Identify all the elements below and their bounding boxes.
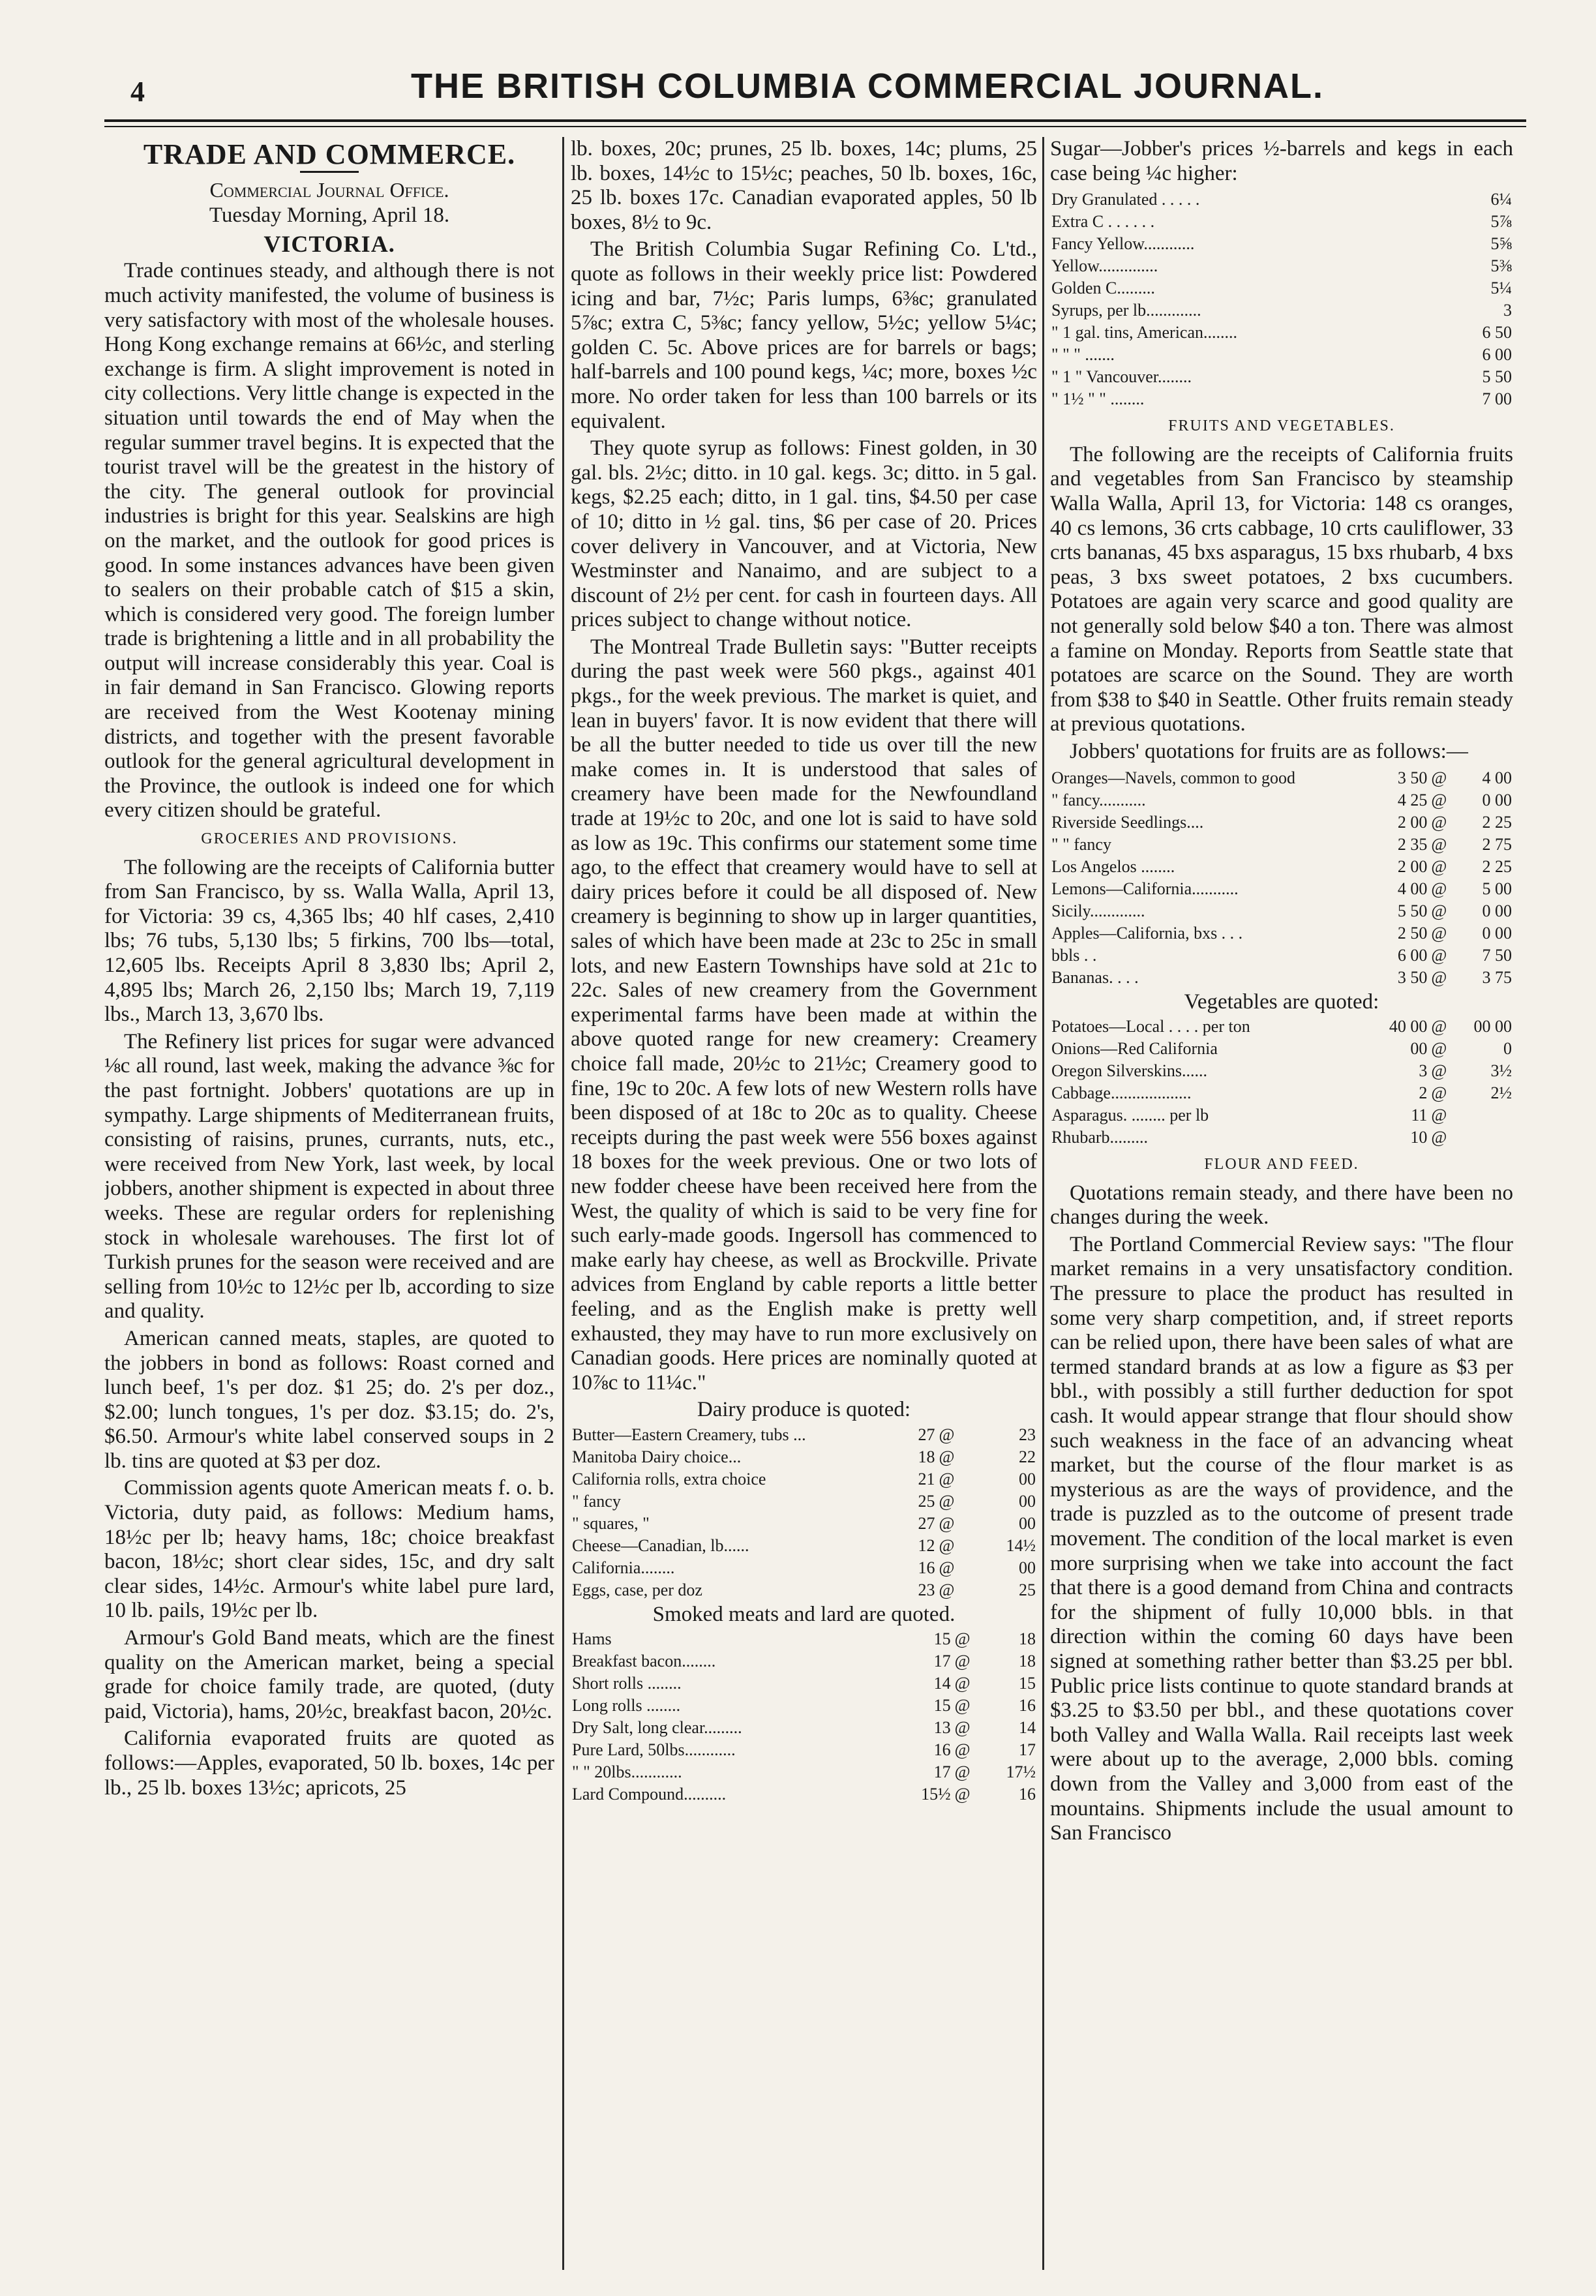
row-high-price: 23 (1019, 1425, 1036, 1444)
butter-bulletin-paragraph: The Montreal Trade Bulletin says: "Butter receipts during the past week were 560 pkgs., against 401 pkgs., for the week previous. The market is quiet, and lean in buyers' favor. It is now evident that there will be all the butter needed to tide us over till the new make comes in. It is understood that sales of creamery have been made for the Newfoundland trade at 19½c to 20c, and one lot is said to have sold as low as 19c. This confirms our statement some time ago, to the effect that creamery would have to sell at dairy prices before it could be all disposed of. New creamery is beginning to show up in larger quantities, sales of which have been made at 23c to 25c in small lots, and new Eastern Townships have sold at 21c to 22c. Sales of new creamery from the Government experimental farms have been made at within the above quoted range for new creamery: Creamery choice fall made, 20½c to 21½c; Creamery good to fine, 19c to 20c. A few lots of new Western rolls have been disposed of at 18c to 20c as to quality. Cheese receipts during the past week were 556 boxes against 18 boxes for the week previous. One or two lots of new fodder cheese have been received here from the West, the quality of which is said to be very fine for such early-made goods. Ingersoll has commenced to make early hay cheese, as well as Brockville. Private advices from England by cable reports a little better feeling, and as the English make is pretty well exhausted, they may have to run more exclusively on Canadian goods. Here prices are nominally quoted at 10⅞c to 11¼c." (571, 635, 1037, 1395)
table-row (1050, 366, 1513, 388)
row-low-price: 25 (918, 1491, 935, 1511)
row-high-price: 3 75 (1482, 967, 1512, 987)
at-sign: @ (939, 1580, 955, 1599)
row-label: Butter—Eastern Creamery, tubs ... (572, 1425, 806, 1444)
row-label: California rolls, extra choice (572, 1469, 766, 1488)
at-sign: @ (1431, 879, 1447, 898)
at-sign: @ (1431, 1039, 1447, 1059)
table-row (571, 1446, 1037, 1468)
groceries-paragraph: The Refinery list prices for sugar were advanced ⅛c all round, last week, making the advance ⅜c for the past fortnight. Jobbers' quotations are up in sympathy. Large shipments of Mediterranean fruits, consisting of raisins, prunes, currants, nuts, etc., were received from New York, last week, by local jobbers, another shipment is expected in about three weeks. These are regular orders for replenishing stock in wholesale warehouses. The first lot of Turkish prunes for the season were received and are selling from 10½c to 12½c per lb, according to size and quality. (104, 1029, 554, 1323)
column-3 (1050, 137, 1513, 2270)
row-high-price: 3½ (1490, 1061, 1512, 1081)
row-low-price: 3 (1419, 1061, 1428, 1081)
row-label: " " 20lbs............ (572, 1762, 682, 1782)
row-high-price: 17 (1019, 1740, 1036, 1760)
row-label: Onions—Red California (1051, 1039, 1218, 1059)
row-high-price: 00 (1019, 1558, 1036, 1577)
row-high-price: 14½ (1006, 1535, 1036, 1555)
table-row (571, 1672, 1037, 1695)
row-label: California........ (572, 1558, 675, 1577)
row-high-price: 00 00 (1473, 1017, 1512, 1036)
table-row (571, 1513, 1037, 1535)
row-high-price: 18 (1019, 1629, 1036, 1649)
at-sign: @ (1431, 923, 1447, 943)
table-row (1050, 922, 1513, 944)
at-sign: @ (939, 1535, 955, 1555)
table-row (571, 1490, 1037, 1513)
row-low-price: 15 (933, 1696, 951, 1715)
table-row (1050, 878, 1513, 900)
row-high-price (1449, 1104, 1513, 1126)
row-low-price: 40 00 (1389, 1017, 1428, 1036)
row-high-price: 25 (1019, 1580, 1036, 1599)
row-price: 6 50 (1482, 323, 1512, 342)
row-high-price: 00 (1019, 1469, 1036, 1488)
row-label: Fancy Yellow............ (1051, 234, 1195, 254)
row-high-price: 00 (1019, 1491, 1036, 1511)
table-row (571, 1535, 1037, 1557)
row-label: Dry Salt, long clear......... (572, 1718, 742, 1738)
row-label: Dry Granulated . . . . . (1051, 190, 1200, 209)
table-row (1050, 789, 1513, 811)
flour-heading: FLOUR AND FEED. (1204, 1156, 1359, 1173)
row-label: " fancy (572, 1491, 621, 1511)
at-sign: @ (939, 1425, 955, 1444)
table-row (571, 1717, 1037, 1739)
table-row (1050, 944, 1513, 967)
fruits-heading: FRUITS AND VEGETABLES. (1168, 417, 1395, 435)
at-sign: @ (939, 1513, 955, 1533)
at-sign: @ (939, 1447, 955, 1466)
at-sign: @ (954, 1740, 971, 1760)
at-sign: @ (1431, 790, 1447, 809)
at-sign: @ (1431, 834, 1447, 854)
table-row (571, 1650, 1037, 1672)
table-row (1050, 1060, 1513, 1082)
at-sign: @ (1431, 812, 1447, 832)
row-label: Cheese—Canadian, lb...... (572, 1535, 749, 1555)
at-sign: @ (954, 1762, 971, 1782)
row-label: " " " ....... (1051, 345, 1115, 365)
row-label: Riverside Seedlings.... (1051, 812, 1204, 832)
row-label: bbls . . (1051, 945, 1097, 965)
row-label: Breakfast bacon........ (572, 1652, 716, 1671)
at-sign: @ (1431, 1106, 1447, 1125)
row-low-price: 11 (1411, 1106, 1428, 1125)
table-row (1050, 322, 1513, 344)
table-row (1050, 1038, 1513, 1060)
row-low-price: 17 (933, 1652, 951, 1671)
row-low-price: 23 (918, 1580, 935, 1599)
fruits-caption: Jobbers' quotations for fruits are as follows:— (1070, 739, 1468, 763)
column-rule (562, 137, 564, 2270)
row-label: " fancy........... (1051, 790, 1146, 809)
row-label: Cabbage................... (1051, 1083, 1192, 1103)
at-sign: @ (939, 1491, 955, 1511)
row-high-price: 22 (1019, 1447, 1036, 1466)
sugar-table (1050, 189, 1513, 410)
row-high-price: 18 (1019, 1652, 1036, 1671)
smoked-caption: Smoked meats and lard are quoted. (652, 1602, 956, 1626)
header-rule-thin (104, 126, 1526, 127)
groceries-heading: GROCERIES AND PROVISIONS. (201, 830, 458, 848)
groceries-paragraph: California evaporated fruits are quoted as follows:—Apples, evaporated, 50 lb. boxes, 14c per lb., 25 lb. boxes 13½c; apricots, 25 (104, 1727, 554, 1800)
groceries-paragraph: Commission agents quote American meats f. o. b. Victoria, duty paid, as follows: Medium hams, 18½c per lb; heavy hams, 18c; choice breakfast bacon, 18½c; short clear sides, 15c, and dry salt clear sides, 14½c. Armour's white label pure lard, 10 lb. pails, 19½c per lb. (104, 1476, 554, 1623)
row-label: Lemons—California........... (1051, 879, 1239, 898)
row-label: " 1½ " " ........ (1051, 389, 1145, 409)
row-low-price: 16 (933, 1740, 951, 1760)
table-row (1050, 811, 1513, 834)
office-line: Commercial Journal Office. (209, 177, 449, 202)
row-low-price: 3 50 (1397, 967, 1428, 987)
table-row (571, 1695, 1037, 1717)
table-row (1050, 900, 1513, 922)
table-row (1050, 388, 1513, 410)
row-low-price: 4 00 (1397, 879, 1428, 898)
row-low-price: 21 (918, 1469, 935, 1488)
table-row (1050, 255, 1513, 277)
flour-paragraph: The Portland Commercial Review says: "The flour market remains in a very unsatisfactory condition. The pressure to place the product has resulted in some very sharp competition, and, if street reports can be relied upon, there have been sales of what are termed standard brands at as low a figure as $3 per bbl., with possibly a still further deduction for spot cash. It would appear strange that flour should show such weakness in the face of an advancing wheat market, but the course of the flour market is as mysterious as are the ways of providence, and the trade is puzzled as to the outcome of present trade movement. The condition of the local market is even more surprising when we take into account the fact that there is a good demand from China and contracts for the shipment of fully 10,000 bbls. in that direction within the coming 60 days have been signed at something rather better than $3.25 per bbl. Public price lists continue to quote standard brands at $3.25 to $3.50 per bbl., and these quotations cover both Valley and Walla Walla. Rail receipts last week were about up to the average, 2,000 bbls. coming down from the Valley and 3,000 from east of the mountains. Shipments include the usual amount to San Francisco (1050, 1232, 1513, 1845)
row-label: Syrups, per lb............. (1051, 301, 1201, 320)
row-label: " squares, " (572, 1513, 650, 1533)
row-high-price: 5 00 (1482, 879, 1512, 898)
row-label: Short rolls ........ (572, 1674, 682, 1693)
row-label: Los Angelos ........ (1051, 856, 1175, 876)
at-sign: @ (954, 1696, 971, 1715)
row-low-price: 18 (918, 1447, 935, 1466)
row-price: 5⅞ (1490, 212, 1512, 232)
victoria-paragraph: Trade continues steady, and although there is not much activity manifested, the volume of business is very satisfactory with most of the wholesale houses. Hong Kong exchange remains at 66½c, and sterling exchange is firm. A slight improvement is noted in city collections. Very little change is expected in the situation until towards the end of May when the regular summer travel begins. It is expected that the tourist travel will be the greatest in the history of the city. The general outlook for provincial industries is bright for this year. Sealskins are high on the market, and the outlook for good prices is good. In some instances advances have been given to sealers on their probable catch of $15 a skin, which is considered very good. The foreign lumber trade is brightening a little and in all probability the output will increase considerably this year. Coal is in fair demand in San Francisco. Glowing reports are received from the West Kootenay mining districts, and together with the present favorable outlook for the general agricultural development in the Province, the outlook is indeed one for which every citizen should be grateful. (104, 259, 554, 823)
row-price: 6 00 (1482, 345, 1512, 365)
at-sign: @ (954, 1785, 971, 1804)
row-high-price: 0 (1503, 1039, 1512, 1059)
row-label: Oranges—Navels, common to good (1051, 768, 1296, 787)
table-row (571, 1761, 1037, 1783)
row-high-price: 4 00 (1482, 768, 1512, 787)
table-row (1050, 1082, 1513, 1104)
row-label: Manitoba Dairy choice... (572, 1447, 742, 1466)
row-label: " 1 " Vancouver........ (1051, 367, 1192, 387)
row-high-price: 16 (1019, 1696, 1036, 1715)
row-label: Golden C......... (1051, 279, 1155, 298)
at-sign: @ (1431, 1128, 1447, 1147)
row-high-price: 15 (1019, 1674, 1036, 1693)
row-high-price: 17½ (1006, 1762, 1036, 1782)
row-low-price: 17 (933, 1762, 951, 1782)
journal-title: THE BRITISH COLUMBIA COMMERCIAL JOURNAL. (411, 67, 1324, 106)
at-sign: @ (1431, 768, 1447, 787)
row-low-price: 10 (1410, 1128, 1428, 1147)
row-price: 5⅜ (1490, 256, 1512, 276)
table-row (1050, 233, 1513, 255)
table-row (571, 1557, 1037, 1579)
table-row (1050, 967, 1513, 989)
row-price: 6¼ (1490, 190, 1512, 209)
row-low-price: 2 00 (1397, 812, 1428, 832)
table-row (571, 1579, 1037, 1601)
row-low-price: 13 (933, 1718, 951, 1738)
row-label: Bananas. . . . (1051, 967, 1139, 987)
row-label: " 1 gal. tins, American........ (1051, 323, 1238, 342)
table-row (1050, 211, 1513, 233)
header-rule (104, 119, 1526, 122)
smoked-table (571, 1628, 1037, 1805)
row-high-price: 2 25 (1482, 812, 1512, 832)
row-label: Yellow.............. (1051, 256, 1158, 276)
column-2 (571, 137, 1037, 2270)
groceries-paragraph: The following are the receipts of California butter from San Francisco, by ss. Walla Walla, April 13, for Victoria: 39 cs, 4,365 lbs; 40 hlf cases, 2,410 lbs; 76 tubs, 5,130 lbs; 5 firkins, 700 lbs—total, 12,605 lbs. Receipts April 8 3,830 lbs; April 2, 4,895 lbs; March 26, 2,150 lbs; March 19, 7,119 lbs., March 13, 3,670 lbs. (104, 855, 554, 1027)
row-high-price: 0 00 (1482, 923, 1512, 943)
trade-commerce-heading: TRADE AND COMMERCE. (143, 138, 516, 170)
row-low-price: 14 (933, 1674, 951, 1693)
table-row (571, 1783, 1037, 1805)
row-price: 5 50 (1482, 367, 1512, 387)
at-sign: @ (1431, 1017, 1447, 1036)
row-high-price: 0 00 (1482, 901, 1512, 920)
row-low-price: 5 50 (1397, 901, 1428, 920)
row-high-price: 2 75 (1482, 834, 1512, 854)
row-low-price: 6 00 (1397, 945, 1428, 965)
row-low-price: 2 35 (1397, 834, 1428, 854)
at-sign: @ (1431, 901, 1447, 920)
at-sign: @ (954, 1629, 971, 1649)
row-low-price: 2 50 (1397, 923, 1428, 943)
at-sign: @ (954, 1652, 971, 1671)
column-1 (104, 137, 554, 2270)
row-high-price: 2 25 (1482, 856, 1512, 876)
victoria-heading: VICTORIA. (263, 230, 395, 257)
at-sign: @ (954, 1718, 971, 1738)
row-label: Apples—California, bxs . . . (1051, 923, 1243, 943)
veg-table (1050, 1016, 1513, 1149)
at-sign: @ (1431, 1061, 1447, 1081)
row-low-price: 15½ (921, 1785, 951, 1804)
heading-rule (300, 171, 359, 173)
row-label: Extra C . . . . . . (1051, 212, 1155, 232)
dateline: Tuesday Morning, April 18. (209, 204, 450, 228)
at-sign: @ (939, 1469, 955, 1488)
row-high-price: 16 (1019, 1785, 1036, 1804)
row-label: Long rolls ........ (572, 1696, 681, 1715)
sugar-refining-paragraph: The British Columbia Sugar Refining Co. L'td., quote as follows in their weekly price list: Powdered icing and bar, 7½c; Paris lumps, 6⅜c; granulated 5⅞c; extra C, 5⅜c; fancy yellow, 5½c; yellow 5¼c; golden C. 5c. Above prices are for barrels or bags; half-barrels and 100 pound kegs, ¼c; more, boxes ½c more. No order taken for less than 100 barrels or its equivalent. (571, 237, 1037, 433)
row-low-price: 3 50 (1397, 768, 1428, 787)
row-low-price: 4 25 (1397, 790, 1428, 809)
at-sign: @ (1431, 967, 1447, 987)
row-low-price: 27 (918, 1513, 935, 1533)
row-high-price: 7 50 (1482, 945, 1512, 965)
groceries-paragraph: American canned meats, staples, are quoted to the jobbers in bond as follows: Roast corned and lunch beef, 1's per doz. $1 25; do. 2's per doz., $2.00; lunch tongues, 1's per doz. $3.15; do. 2's, $6.50. Armour's white label conserved soups in 2 lb. tins are quoted at $3 per doz. (104, 1326, 554, 1473)
row-label: Hams (572, 1629, 612, 1649)
at-sign: @ (1431, 1083, 1447, 1103)
at-sign: @ (1431, 945, 1447, 965)
row-low-price: 16 (918, 1558, 935, 1577)
table-row (1050, 767, 1513, 789)
at-sign: @ (939, 1558, 955, 1577)
table-row (1050, 1016, 1513, 1038)
row-label: " " fancy (1051, 834, 1111, 854)
dairy-caption: Dairy produce is quoted: (697, 1398, 911, 1422)
table-row (571, 1739, 1037, 1761)
row-low-price: 2 00 (1397, 856, 1428, 876)
row-label: Rhubarb......... (1051, 1128, 1149, 1147)
row-price: 5⅝ (1490, 234, 1512, 254)
row-high-price: 0 00 (1482, 790, 1512, 809)
table-row (1050, 299, 1513, 322)
column-rule (1042, 137, 1044, 2270)
row-label: Eggs, case, per doz (572, 1580, 702, 1599)
table-row (1050, 834, 1513, 856)
dairy-table (571, 1424, 1037, 1601)
row-label: Lard Compound.......... (572, 1785, 727, 1804)
table-row (571, 1424, 1037, 1446)
groceries-paragraph: Armour's Gold Band meats, which are the finest quality on the American market, being a special grade for choice family trade, are quoted, (duty paid, Victoria), hams, 20½c, breakfast bacon, 20½c. (104, 1626, 554, 1723)
row-high-price: 14 (1019, 1718, 1036, 1738)
table-row (1050, 856, 1513, 878)
page-number: 4 (130, 76, 145, 108)
table-row (571, 1468, 1037, 1490)
table-row (1050, 277, 1513, 299)
row-high-price: 00 (1019, 1513, 1036, 1533)
at-sign: @ (1431, 856, 1447, 876)
row-label: Oregon Silverskins...... (1051, 1061, 1208, 1081)
fruit-table (1050, 767, 1513, 989)
row-high-price: 2½ (1490, 1083, 1512, 1103)
table-row (1050, 1126, 1513, 1149)
row-price: 3 (1503, 301, 1512, 320)
row-low-price: 15 (933, 1629, 951, 1649)
page-header (104, 62, 1526, 114)
table-row (1050, 344, 1513, 366)
row-label: Asparagus. ........ per lb (1051, 1106, 1209, 1125)
fruits-paragraph: The following are the receipts of California fruits and vegetables from San Francisco by steamship Walla Walla, April 13, for Victoria: 148 cs oranges, 40 cs lemons, 36 crts cabbage, 10 crts cauliflower, 33 crts bananas, 45 bxs asparagus, 15 bxs rhubarb, 4 bxs peas, 3 bxs sweet potatoes, 2 bxs cucumbers. Potatoes are again very scarce and good quality are not generally sold below $40 a ton. There was almost a famine on Monday. Reports from Seattle state that potatoes are scarce on the Sound. They are worth from $38 to $40 in Seattle. Other fruits remain steady at previous quotations. (1050, 442, 1513, 736)
veg-caption: Vegetables are quoted: (1184, 989, 1379, 1014)
sugar-caption: Sugar—Jobber's prices ½-barrels and kegs in each case being ¼c higher: (1050, 137, 1513, 185)
row-low-price: 12 (918, 1535, 935, 1555)
row-label: Pure Lard, 50lbs............ (572, 1740, 736, 1760)
row-price: 5¼ (1490, 279, 1512, 298)
row-price: 7 00 (1482, 389, 1512, 409)
row-low-price: 00 (1410, 1039, 1428, 1059)
syrup-paragraph: They quote syrup as follows: Finest golden, in 30 gal. bls. 2½c; ditto. in 10 gal. kegs. 3c; ditto. in 5 gal. kegs, $2.25 each; ditto, in 1 gal. tins, $4.50 per case of 10; ditto in ½ gal. tins, $6 per case of 20. Prices cover delivery in Vancouver, and at Victoria, New Westminster and Nanaimo, and are subject to a discount of 2½ per cent. for cash in fourteen days. All prices subject to change without notice. (571, 436, 1037, 632)
at-sign: @ (954, 1674, 971, 1693)
fruit-continued-paragraph: lb. boxes, 20c; prunes, 25 lb. boxes, 14c; plums, 25 lb. boxes, 14½c to 15½c; peaches, 50 lb. boxes, 16c, 25 lb. boxes 17c. Canadian evaporated apples, 50 lb boxes, 8½ to 9c. (571, 137, 1037, 234)
table-row (1050, 1104, 1513, 1126)
flour-paragraph: Quotations remain steady, and there have been no changes during the week. (1050, 1181, 1513, 1230)
table-row (1050, 189, 1513, 211)
row-low-price: 2 (1419, 1083, 1428, 1103)
row-label: Potatoes—Local . . . . per ton (1051, 1017, 1250, 1036)
table-row (571, 1628, 1037, 1650)
row-high-price (1449, 1126, 1513, 1149)
row-label: Sicily............. (1051, 901, 1145, 920)
row-low-price: 27 (918, 1425, 935, 1444)
